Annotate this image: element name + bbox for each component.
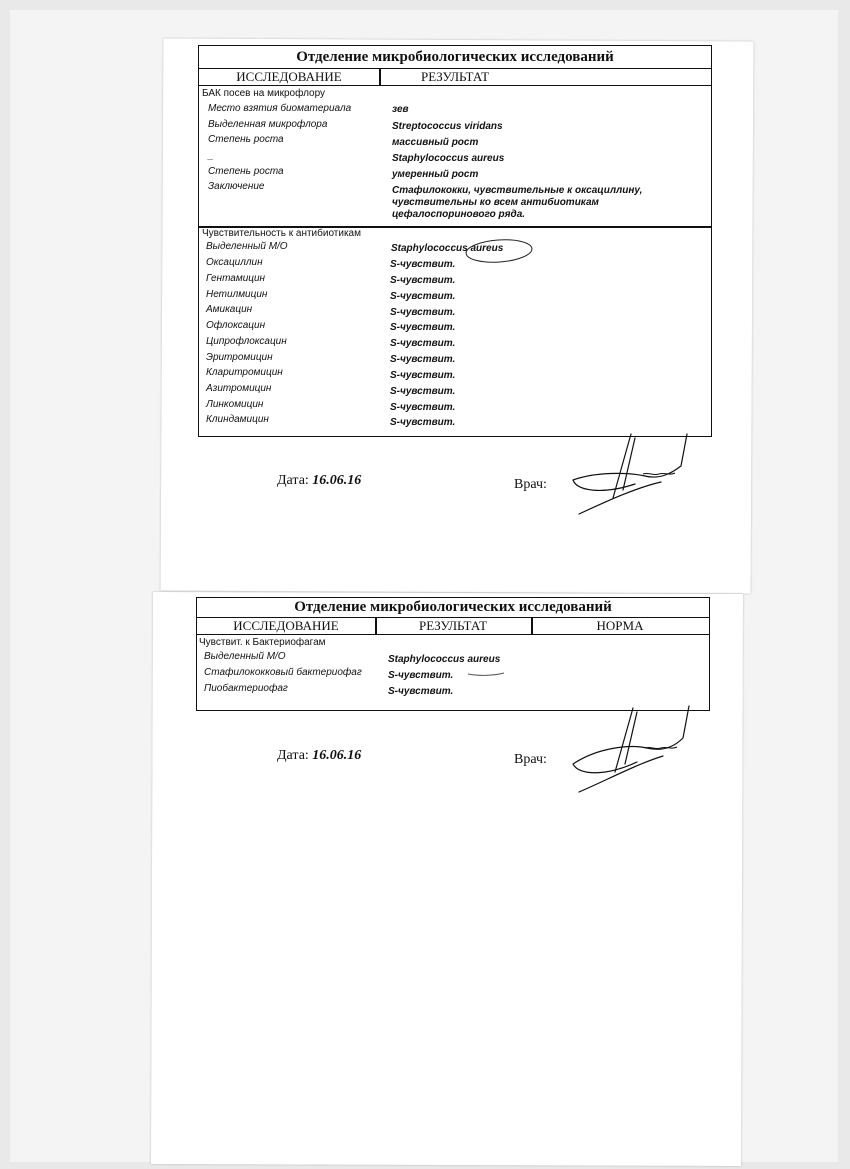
antibiotic-row-label: Кларитромицин xyxy=(206,367,283,378)
date-value: 16.06.16 xyxy=(312,473,362,488)
antibiotic-row-value: S-чувствит. xyxy=(390,417,456,428)
date-block xyxy=(277,748,361,764)
column-divider xyxy=(531,617,533,634)
culture-row-value: массивный рост xyxy=(392,137,479,148)
column-header-blank xyxy=(531,68,711,86)
column-header-study: ИССЛЕДОВАНИЕ xyxy=(199,68,379,86)
culture-row-value: Streptococcus viridans xyxy=(392,121,503,132)
antibiotic-row-value: S-чувствит. xyxy=(390,338,456,349)
antibiotic-row-label: Ципрофлоксацин xyxy=(206,336,287,347)
handwritten-underline-mark xyxy=(466,668,506,678)
phage-row-label: Пиобактериофаг xyxy=(204,683,288,694)
antibiotic-row-value: S-чувствит. xyxy=(390,354,456,365)
antibiotic-row-value: S-чувствит. xyxy=(390,259,456,270)
antibiotic-row-label: Эритромицин xyxy=(206,352,273,363)
doctor-signature xyxy=(567,702,697,794)
column-divider xyxy=(379,68,381,85)
antibiotic-row-value: S-чувствит. xyxy=(390,370,456,381)
antibiotic-row-value: S-чувствит. xyxy=(390,402,456,413)
antibiotic-row-label: Амикацин xyxy=(206,304,253,315)
antibiotic-row-label: Оксациллин xyxy=(206,257,263,268)
antibiotic-row-value: Staphylococcus aureus xyxy=(391,243,504,254)
handwritten-circle-mark xyxy=(462,236,538,268)
conclusion-line: чувствительны ко всем антибиотикам xyxy=(392,197,599,208)
antibiotics-section-title: Чувствительность к антибиотикам xyxy=(202,228,361,239)
date-label: Дата: xyxy=(277,473,309,488)
culture-row-label: Заключение xyxy=(208,181,265,192)
column-header-study: ИССЛЕДОВАНИЕ xyxy=(197,617,375,635)
antibiotic-row-label: Линкомицин xyxy=(206,399,264,410)
culture-row-label: Степень роста xyxy=(208,166,284,177)
doctor-signature xyxy=(565,428,695,520)
column-divider xyxy=(375,617,377,634)
phage-row-label: Стафилококковый бактериофаг xyxy=(204,667,362,678)
antibiotic-row-label: Азитромицин xyxy=(206,383,272,394)
antibiotic-row-label: Нетилмицин xyxy=(206,289,268,300)
culture-section-title: БАК посев на микрофлору xyxy=(202,88,326,99)
conclusion-line: Стафилококки, чувствительные к оксациллину, xyxy=(392,185,643,196)
phage-row-value: S-чувствит. xyxy=(388,670,454,681)
column-header-result: РЕЗУЛЬТАТ xyxy=(379,68,531,86)
date-block xyxy=(277,473,361,489)
date-label: Дата: xyxy=(277,748,309,763)
culture-row-label: Выделенная микрофлора xyxy=(208,119,328,130)
culture-row-label: Степень роста xyxy=(208,134,284,145)
bacteriophage-table xyxy=(196,597,710,711)
antibiotic-row-label: Клиндамицин xyxy=(206,414,269,425)
culture-row-label: Место взятия биоматериала xyxy=(208,103,352,114)
phage-row-label: Выделенный М/О xyxy=(204,651,286,662)
antibiotic-row-value: S-чувствит. xyxy=(390,322,456,333)
conclusion-line: цефалоспоринового ряда. xyxy=(392,209,526,220)
antibiotic-row-value: S-чувствит. xyxy=(390,307,456,318)
doctor-label: Врач: xyxy=(514,477,547,492)
department-title: Отделение микробиологических исследований xyxy=(199,46,711,69)
antibiotic-row-label: Выделенный М/О xyxy=(206,241,288,252)
culture-results-table xyxy=(198,45,712,437)
date-value: 16.06.16 xyxy=(312,748,362,763)
antibiotic-row-value: S-чувствит. xyxy=(390,386,456,397)
phage-section-title: Чувствит. к Бактериофагам xyxy=(199,637,326,648)
culture-row-value: зев xyxy=(392,104,409,115)
antibiotic-row-label: Гентамицин xyxy=(206,273,266,284)
antibiotic-row-value: S-чувствит. xyxy=(390,275,456,286)
antibiotic-row-value: S-чувствит. xyxy=(390,291,456,302)
phage-row-value: Staphylococcus aureus xyxy=(388,654,501,665)
department-title: Отделение микробиологических исследований xyxy=(197,598,709,618)
phage-row-value: S-чувствит. xyxy=(388,686,454,697)
culture-row-value: Staphylococcus aureus xyxy=(392,153,505,164)
culture-row-label: _ xyxy=(208,150,214,161)
antibiotic-row-label: Офлоксацин xyxy=(206,320,266,331)
column-header-norm: НОРМА xyxy=(531,617,709,635)
column-header-result: РЕЗУЛЬТАТ xyxy=(375,617,531,635)
culture-row-value: умеренный рост xyxy=(392,169,479,180)
doctor-label: Врач: xyxy=(514,752,547,767)
